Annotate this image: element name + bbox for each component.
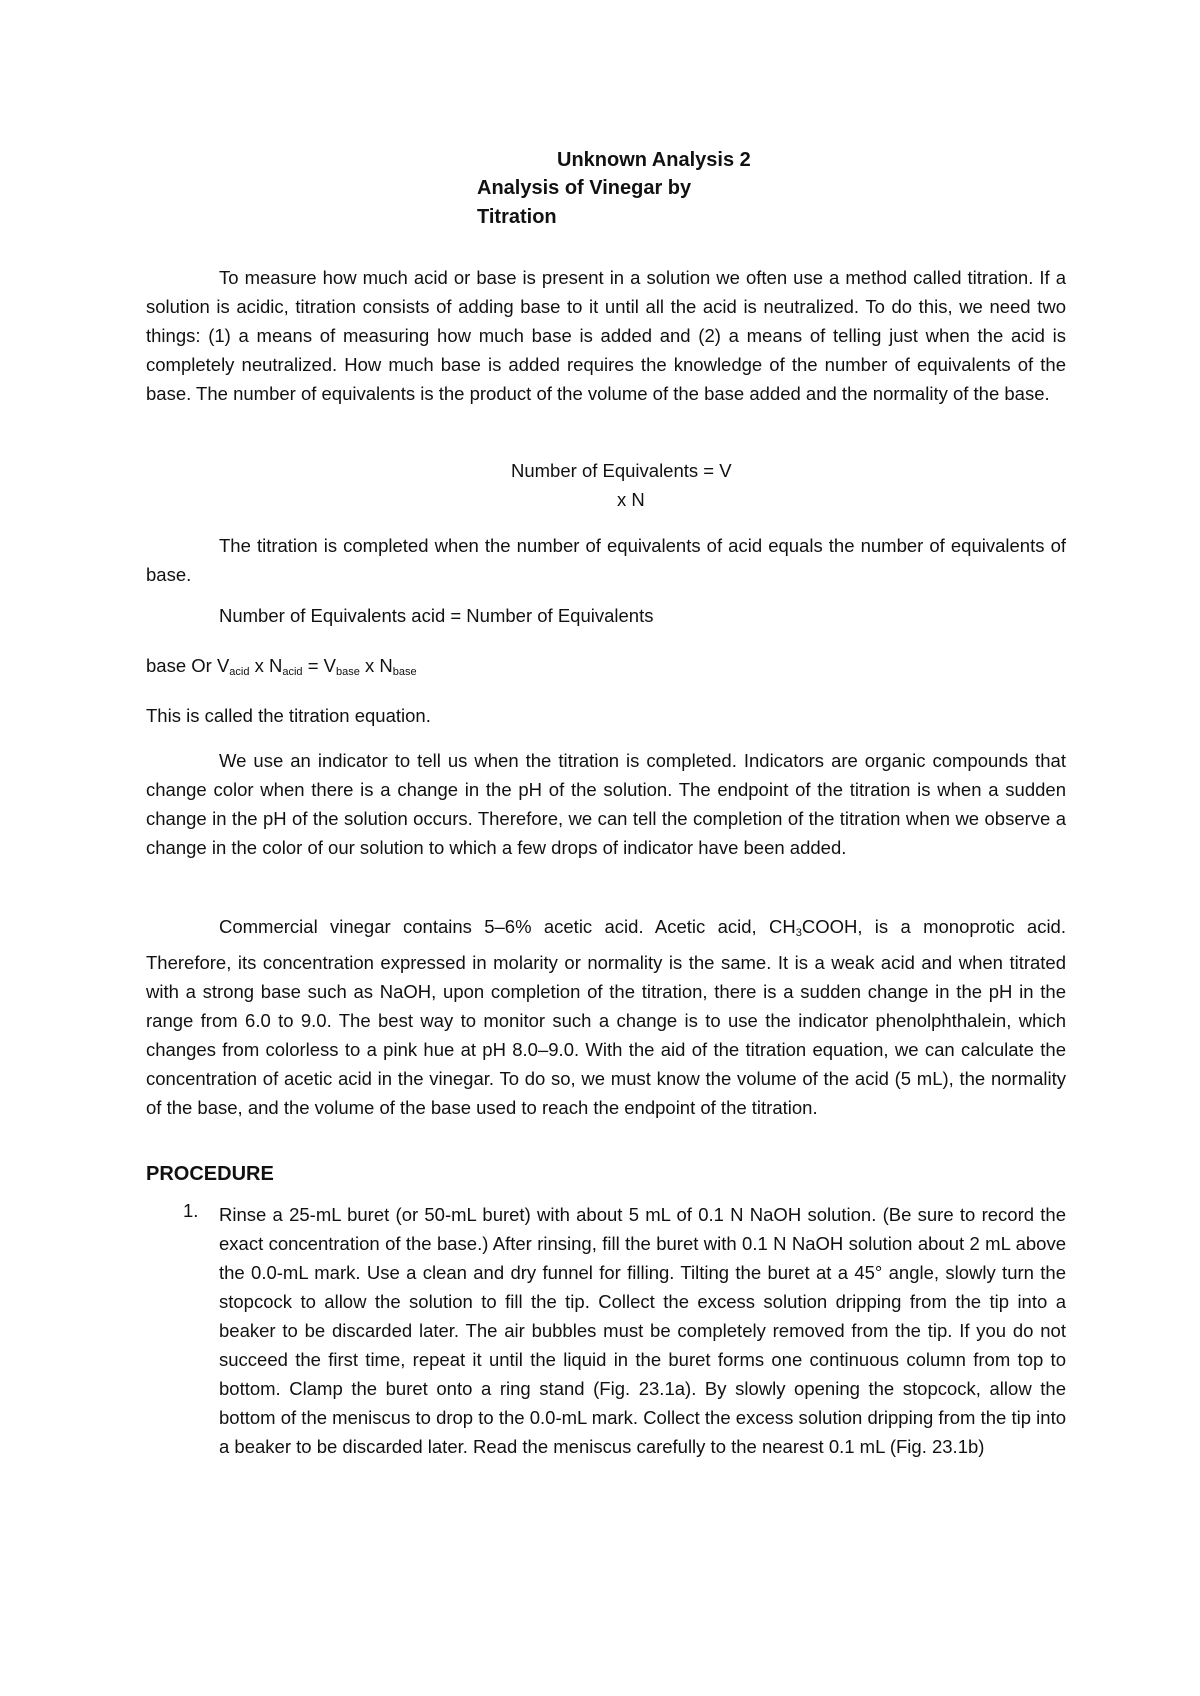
subscript-base: base xyxy=(336,666,360,678)
equation-2-times: x N xyxy=(359,655,393,676)
procedure-step-number: 1. xyxy=(183,1200,199,1221)
doc-title-line1: Unknown Analysis 2 xyxy=(557,149,751,171)
titration-equation-note: This is called the titration equation. xyxy=(146,705,431,726)
doc-title-line2: Analysis of Vinegar by xyxy=(477,177,692,199)
procedure-step-text: Rinse a 25-mL buret (or 50-mL buret) with about 5 mL of 0.1 N NaOH solution. (Be sure to record the exact concentration of the base.) After rinsing, fill the buret with 0.1 N NaOH solution about 2 mL above the 0.0-mL mark. Use a clean and dry funnel for filling. Tilting the buret at a 45° angle, slowly turn the stopcock to allow the solution to fill the tip. Collect the excess solution dripping from the tip into a beaker to be discarded later. The air bubbles must be completely removed from the tip. If you do not succeed the first time, repeat it until the liquid in the buret forms one continuous column from top to bottom. Clamp the buret onto a ring stand (Fig. 23.1a). By slowly opening the stopcock, allow the bottom of the meniscus to drop to the 0.0-mL mark. Collect the excess solution dripping from the tip into a beaker to be discarded later. Read the meniscus carefully to the nearest 0.1 mL (Fig. 23.1b) xyxy=(219,1204,1066,1457)
subscript-base: base xyxy=(392,666,417,678)
completion-paragraph: The titration is completed when the number of equivalents of acid equals the number of equivalents of base. xyxy=(146,535,1066,585)
subscript-3: 3 xyxy=(795,927,802,939)
vinegar-text-b: COOH, is a monoprotic acid. Therefore, its concentration expressed in molarity or normality is the same. It is a weak acid and when titrated with a strong base such as NaOH, upon completion of the titration, there is a sudden change in the pH in the range from 6.0 to 9.0. The best way to monitor such a change is to use the indicator phenolphthalein, which changes from colorless to a pink hue at pH 8.0–9.0. With the aid of the titration equation, we can calculate the concentration of acetic acid in the vinegar. To do so, we must know the volume of the acid (5 mL), the normality of the base, and the volume of the base used to reach the endpoint of the titration. xyxy=(146,916,1066,1118)
intro-paragraph: To measure how much acid or base is present in a solution we often use a method called titration. If a solution is acidic, titration consists of adding base to it until all the acid is neutralized. To do this, we need two things: (1) a means of measuring how much base is added and (2) a means of telling just when the acid is completely neutralized. How much base is added requires the knowledge of the number of equivalents of the base. The number of equivalents is the product of the volume of the base added and the normality of the base. xyxy=(146,267,1066,404)
titration-equation xyxy=(146,655,417,678)
vinegar-paragraph xyxy=(146,912,1066,1122)
vinegar-text-a: Commercial vinegar contains 5–6% acetic acid. Acetic acid, CH xyxy=(219,916,796,937)
procedure-heading: PROCEDURE xyxy=(146,1163,274,1185)
indicator-paragraph: We use an indicator to tell us when the titration is completed. Indicators are organic compounds that change color when there is a change in the pH of the solution. The endpoint of the titration is when a sudden change in the pH of the solution occurs. Therefore, we can tell the completion of the titration when we observe a change in the color of our solution to which a few drops of indicator have been added. xyxy=(146,750,1066,858)
equation-2-line1: Number of Equivalents acid = Number of Equivalents xyxy=(219,605,654,626)
equation-1-line1: Number of Equivalents = V xyxy=(511,460,732,481)
doc-title-line3: Titration xyxy=(477,206,557,228)
subscript-acid: acid xyxy=(229,666,250,678)
equation-2-prefix: base Or V xyxy=(146,655,230,676)
equation-2-times: x N xyxy=(249,655,283,676)
subscript-acid: acid xyxy=(282,666,303,678)
equation-2-equals: = V xyxy=(302,655,336,676)
equation-1-line2: x N xyxy=(617,489,645,510)
